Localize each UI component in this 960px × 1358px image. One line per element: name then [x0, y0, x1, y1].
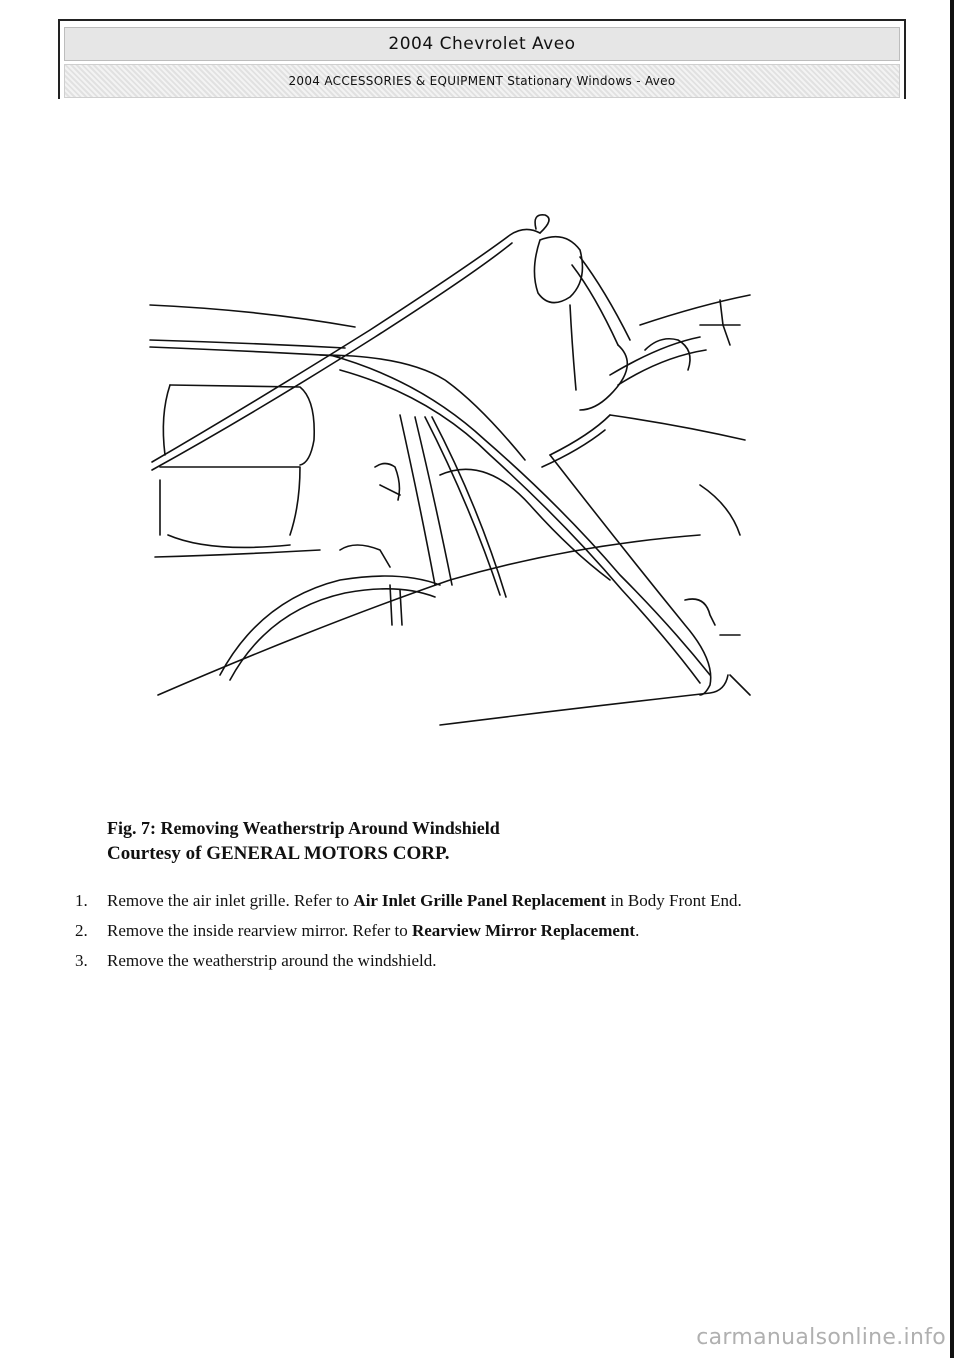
procedure-steps: [75, 888, 865, 978]
cross-reference-link[interactable]: Rearview Mirror Replacement: [411, 921, 636, 940]
procedure-step: [75, 918, 865, 944]
step-text: Remove the air inlet grille. Refer to: [107, 891, 354, 910]
step-text: Remove the weatherstrip around the windshield.: [107, 951, 437, 970]
step-text-end: in Body Front End.: [606, 891, 742, 910]
figure-credit: Courtesy of GENERAL MOTORS CORP.: [107, 843, 450, 864]
section-subtitle: 2004 ACCESSORIES & EQUIPMENT Stationary Windows - Aveo: [64, 64, 900, 98]
step-number: 1.: [75, 891, 88, 910]
windshield-weatherstrip-illustration: [140, 205, 760, 735]
figure-caption-block: [107, 815, 807, 867]
vehicle-title: 2004 Chevrolet Aveo: [64, 27, 900, 61]
procedure-step: [75, 948, 865, 974]
document-header: [64, 27, 900, 97]
step-number: 2.: [75, 921, 88, 940]
site-watermark: carmanualsonline.info: [696, 1325, 946, 1350]
step-number: 3.: [75, 951, 88, 970]
procedure-step: [75, 888, 865, 914]
step-text: Remove the inside rearview mirror. Refer to: [107, 921, 412, 940]
page-frame-left: [58, 19, 60, 99]
cross-reference-link[interactable]: Air Inlet Grille Panel Replacement: [353, 891, 607, 910]
page-frame-right: [904, 19, 906, 99]
page-edge: [950, 0, 954, 1358]
figure-caption: Fig. 7: Removing Weatherstrip Around Windshield: [107, 818, 500, 838]
page-frame-top: [58, 19, 906, 21]
step-text-end: .: [635, 921, 640, 940]
